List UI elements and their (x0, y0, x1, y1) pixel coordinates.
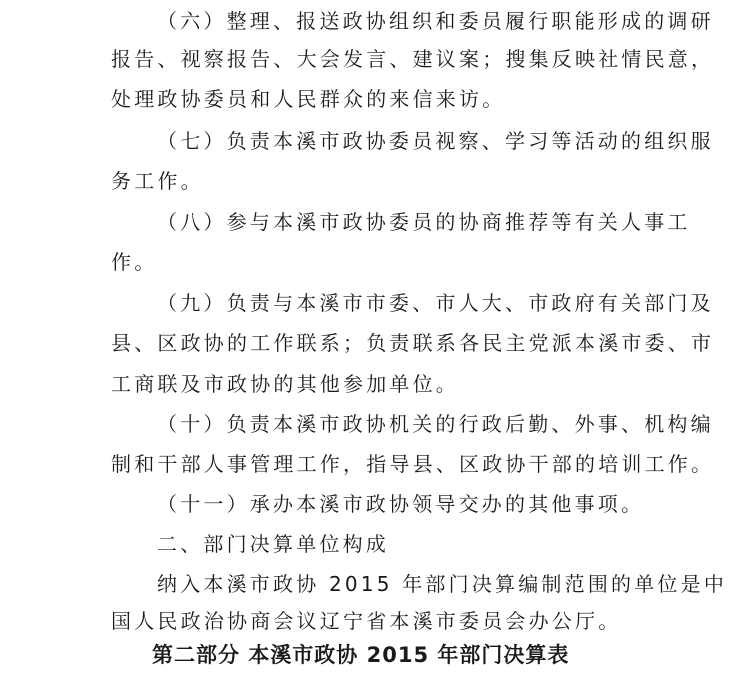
part-two-heading: 第二部分 本溪市政协 2015 年部门决算表 (152, 643, 570, 667)
paragraph-9-line-1: （九）负责与本溪市市委、市人大、市政府有关部门及 (157, 291, 714, 315)
section-subheading: 二、部门决算单位构成 (157, 532, 389, 556)
paragraph-9-line-3: 工商联及市政协的其他参加单位。 (111, 372, 459, 396)
paragraph-10-line-1: （十）负责本溪市政协机关的行政后勤、外事、机构编 (157, 412, 714, 436)
paragraph-8-line-1: （八）参与本溪市政协委员的协商推荐等有关人事工 (157, 210, 691, 234)
paragraph-8-line-2: 作。 (111, 250, 158, 274)
paragraph-10-line-2: 制和干部人事管理工作，指导县、区政协干部的培训工作。 (111, 452, 715, 476)
paragraph-scope-line-2: 国人民政治协商会议辽宁省本溪市委员会办公厅。 (111, 609, 622, 633)
paragraph-7-line-1: （七）负责本溪市政协委员视察、学习等活动的组织服 (157, 129, 714, 153)
paragraph-7-line-2: 务工作。 (111, 169, 204, 193)
paragraph-scope-line-1: 纳入本溪市政协 2015 年部门决算编制范围的单位是中 (157, 572, 728, 596)
paragraph-6-line-3: 处理政协委员和人民群众的来信来访。 (111, 87, 506, 111)
paragraph-6-line-1: （六）整理、报送政协组织和委员履行职能形成的调研 (157, 9, 714, 33)
paragraph-9-line-2: 县、区政协的工作联系；负责联系各民主党派本溪市委、市 (111, 331, 715, 355)
paragraph-11-line-1: （十一）承办本溪市政协领导交办的其他事项。 (157, 492, 645, 516)
paragraph-6-line-2: 报告、视察报告、大会发言、建议案；搜集反映社情民意， (111, 47, 715, 71)
